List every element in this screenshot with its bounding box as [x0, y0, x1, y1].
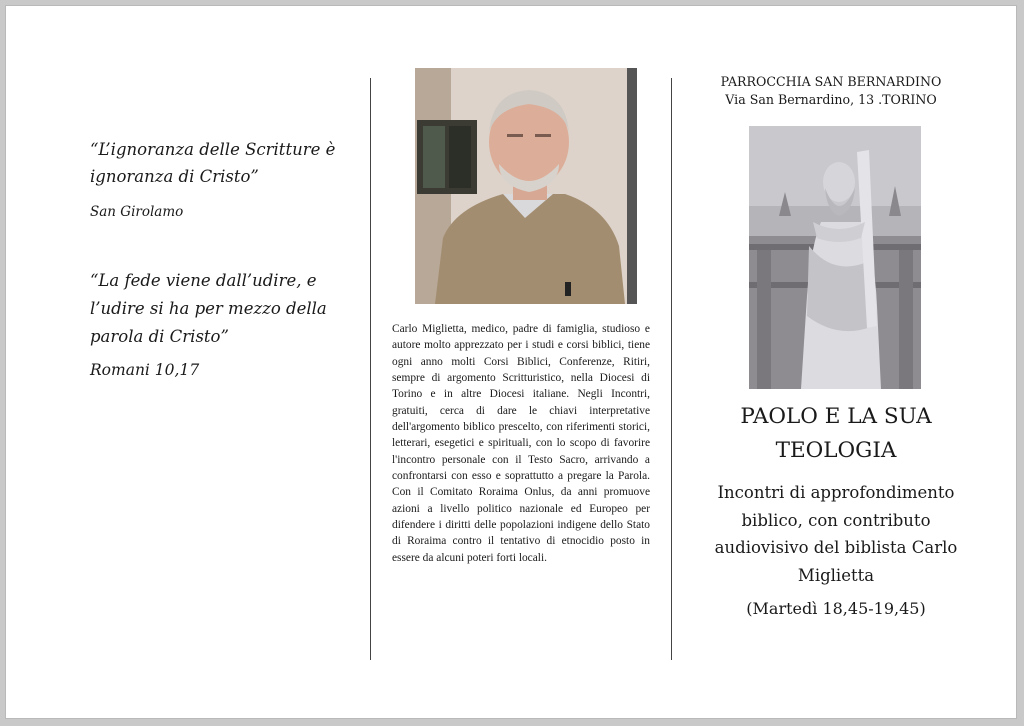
author-biography: Carlo Miglietta, medico, padre di famiglia, studioso e autore molto apprezzato per i studi e corsi biblici, tiene ogni anno molti Corsi Biblici, Conferenze, Ritiri, sempre di argomento Scritturistico, nella Diocesi di Torino e in altre Diocesi italiane. Negli Incontri, gratuiti, cerca di dare le chiavi interpretative dell'argomento biblico prescelto, con riferimenti storici, letterari, esegetici e spirituali, con lo scopo di favorire l'incontro personale con il Testo Sacro, arrivando a confrontarsi con esso e soprattutto a pregare la Parola. Con il Comitato Roraima Onlus, da anni promuove azioni a livello politico nazionale ed Europeo per difendere i diritti delle popolazioni indigene dello Stato di Roraima contro il tentativo di etnocidio posto in essere da alcuni poteri forti locali. — [392, 323, 650, 564]
parish-address: Via San Bernardino, 13 .TORINO — [725, 92, 937, 107]
quote-san-girolamo: “L’ignoranza delle Scritture è ignoranza di Cristo” — [90, 140, 336, 186]
parish-name: PARROCCHIA SAN BERNARDINO — [720, 74, 942, 89]
brochure-page — [6, 6, 1016, 718]
quote-author-san-girolamo: San Girolamo — [90, 204, 184, 220]
quote-reference-romani: Romani 10,17 — [90, 361, 200, 379]
saint-paul-statue-image — [749, 126, 921, 389]
column-divider-left — [370, 78, 371, 660]
parish-header — [696, 73, 966, 109]
event-description: Incontri di approfondimento biblico, con contributo audiovisivo del biblista Carlo Miglietta — [714, 483, 958, 585]
quote-romani: “La fede viene dall’udire, e l’udire si ha per mezzo della parola di Cristo” — [90, 271, 327, 346]
portrait-illustration — [415, 68, 637, 304]
author-portrait-photo — [415, 68, 637, 304]
event-schedule: (Martedì 18,45-19,45) — [746, 599, 926, 618]
statue-illustration — [749, 126, 921, 389]
column-divider-right — [671, 78, 672, 660]
event-title: PAOLO E LA SUA TEOLOGIA — [740, 404, 932, 463]
